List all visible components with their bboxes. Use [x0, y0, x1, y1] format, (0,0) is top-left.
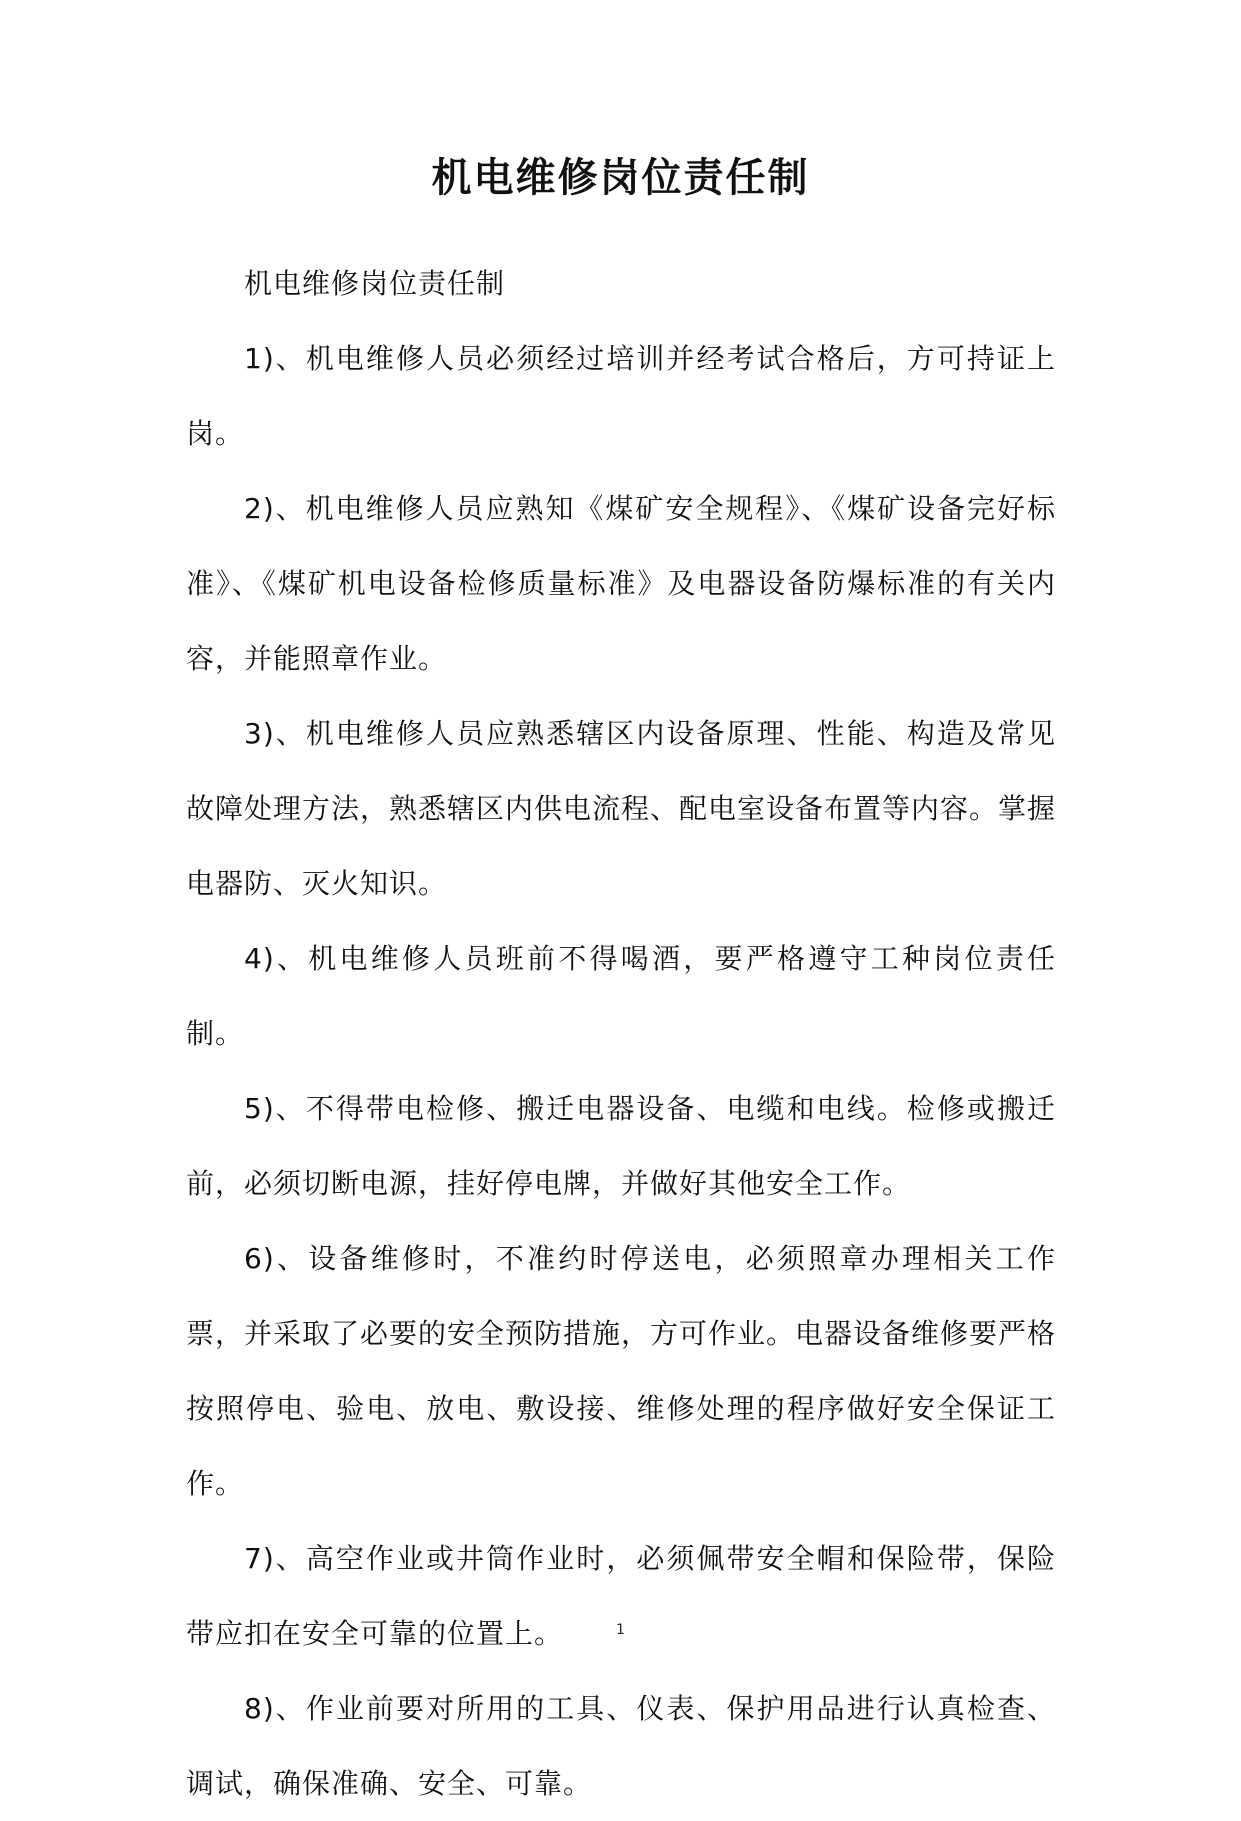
paragraph-item-7: 7)、高空作业或井筒作业时，必须佩带安全帽和保险带，保险带应扣在安全可靠的位置上。: [186, 1542, 1056, 1650]
paragraph-item-6: 6)、设备维修时，不准约时停送电，必须照章办理相关工作票，并采取了必要的安全预防措施，方可作业。电器设备维修要严格按照停电、验电、放电、敷设接、维修处理的程序做好安全保证工作。: [186, 1242, 1057, 1500]
page-number: 1: [616, 1622, 625, 1638]
document-subtitle: 机电维修岗位责任制: [244, 267, 506, 300]
document-title: 机电维修岗位责任制: [431, 154, 810, 201]
paragraph-item-2: 2)、机电维修人员应熟知《煤矿安全规程》、《煤矿设备完好标准》、《煤矿机电设备检修质量标准》及电器设备防爆标准的有关内容，并能照章作业。: [186, 492, 1056, 675]
paragraph-item-8: 8)、作业前要对所用的工具、仪表、保护用品进行认真检查、调试，确保准确、安全、可靠。: [186, 1692, 1056, 1800]
paragraph-item-1: 1)、机电维修人员必须经过培训并经考试合格后，方可持证上岗。: [186, 342, 1056, 450]
document-body: [186, 246, 1056, 1821]
paragraph-item-4: 4)、机电维修人员班前不得喝酒，要严格遵守工种岗位责任制。: [186, 942, 1056, 1050]
paragraph-item-3: 3)、机电维修人员应熟悉辖区内设备原理、性能、构造及常见故障处理方法，熟悉辖区内供电流程、配电室设备布置等内容。掌握电器防、灭火知识。: [186, 717, 1057, 900]
paragraph-item-5: 5)、不得带电检修、搬迁电器设备、电缆和电线。检修或搬迁前，必须切断电源，挂好停电牌，并做好其他安全工作。: [186, 1092, 1056, 1200]
